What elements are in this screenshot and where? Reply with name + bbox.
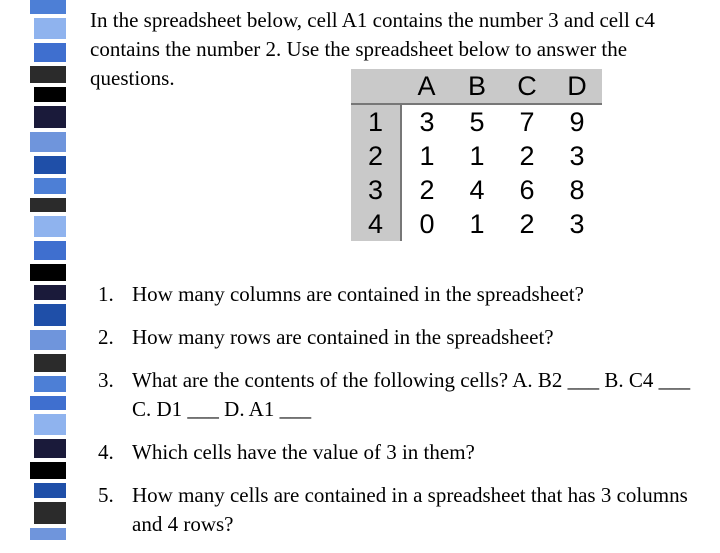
- cell-a2: 1: [419, 140, 435, 171]
- cell-a3: 2: [419, 174, 435, 205]
- row-header-3: 3: [351, 173, 401, 207]
- question-list: [98, 280, 698, 553]
- cell-c3: 6: [519, 174, 535, 205]
- question-number: 3.: [98, 368, 114, 392]
- question-text: What are the contents of the following cells? A. B2 ___ B. C4 ___ C. D1 ___ D. A1 ___: [132, 368, 691, 421]
- cell-b1: 5: [469, 106, 485, 137]
- stripe-segment: [34, 216, 66, 237]
- stripe-segment: [30, 528, 66, 540]
- list-item: [98, 323, 698, 352]
- corner-cell: [351, 69, 401, 104]
- stripe-segment: [30, 396, 66, 410]
- cell-c2: 2: [519, 140, 535, 171]
- row-header-2: 2: [351, 139, 401, 173]
- stripe-segment: [30, 330, 66, 350]
- table-row: [351, 173, 602, 207]
- question-number: 4.: [98, 440, 114, 464]
- question-text: How many cells are contained in a spreadsheet that has 3 columns and 4 rows?: [132, 483, 688, 536]
- stripe-segment: [34, 483, 66, 498]
- stripe-segment: [34, 285, 66, 300]
- question-number: 2.: [98, 325, 114, 349]
- question-text: Which cells have the value of 3 in them?: [132, 440, 475, 464]
- stripe-segment: [34, 354, 66, 372]
- intro-paragraph: In the spreadsheet below, cell A1 contains the number 3 and cell c4 contains the number 2. Use the spreadsheet below to answer the questions.: [90, 8, 655, 90]
- stripe-segment: [34, 18, 66, 39]
- row-header-1: 1: [351, 104, 401, 139]
- question-text: How many columns are contained in the spreadsheet?: [132, 282, 584, 306]
- column-header-b: B: [452, 69, 502, 104]
- stripe-segment: [34, 241, 66, 260]
- list-item: [98, 481, 698, 539]
- cell-b2: 1: [469, 140, 485, 171]
- cell-d2: 3: [569, 140, 585, 171]
- table-row: [351, 104, 602, 139]
- stripe-segment: [34, 376, 66, 392]
- stripe-segment: [34, 178, 66, 194]
- stripe-segment: [34, 439, 66, 458]
- list-item: [98, 366, 698, 424]
- header-row: [351, 69, 602, 104]
- column-header-a: A: [401, 69, 452, 104]
- table-row: [351, 139, 602, 173]
- cell-d4: 3: [569, 208, 585, 239]
- list-item: [98, 280, 698, 309]
- cell-b3: 4: [469, 174, 485, 205]
- spreadsheet-table: [351, 69, 602, 241]
- stripe-segment: [34, 87, 66, 102]
- list-item: [98, 438, 698, 467]
- column-header-c: C: [502, 69, 552, 104]
- stripe-segment: [30, 198, 66, 212]
- cell-a4: 0: [419, 208, 435, 239]
- stripe-segment: [30, 462, 66, 479]
- cell-d1: 9: [569, 106, 585, 137]
- question-number: 5.: [98, 483, 114, 507]
- cell-c1: 7: [519, 106, 535, 137]
- column-header-d: D: [552, 69, 602, 104]
- decorative-stripe-bar: [0, 0, 72, 540]
- stripe-segment: [34, 43, 66, 62]
- question-text: How many rows are contained in the spreadsheet?: [132, 325, 554, 349]
- stripe-segment: [34, 106, 66, 128]
- cell-b4: 1: [469, 208, 485, 239]
- stripe-segment: [30, 66, 66, 83]
- stripe-segment: [30, 0, 66, 14]
- stripe-segment: [34, 304, 66, 326]
- cell-d3: 8: [569, 174, 585, 205]
- stripe-segment: [34, 156, 66, 174]
- cell-c4: 2: [519, 208, 535, 239]
- table-row: [351, 207, 602, 241]
- stripe-segment: [30, 132, 66, 152]
- stripe-segment: [34, 502, 66, 524]
- row-header-4: 4: [351, 207, 401, 241]
- cell-a1: 3: [419, 106, 435, 137]
- question-number: 1.: [98, 282, 114, 306]
- stripe-segment: [34, 414, 66, 435]
- stripe-segment: [30, 264, 66, 281]
